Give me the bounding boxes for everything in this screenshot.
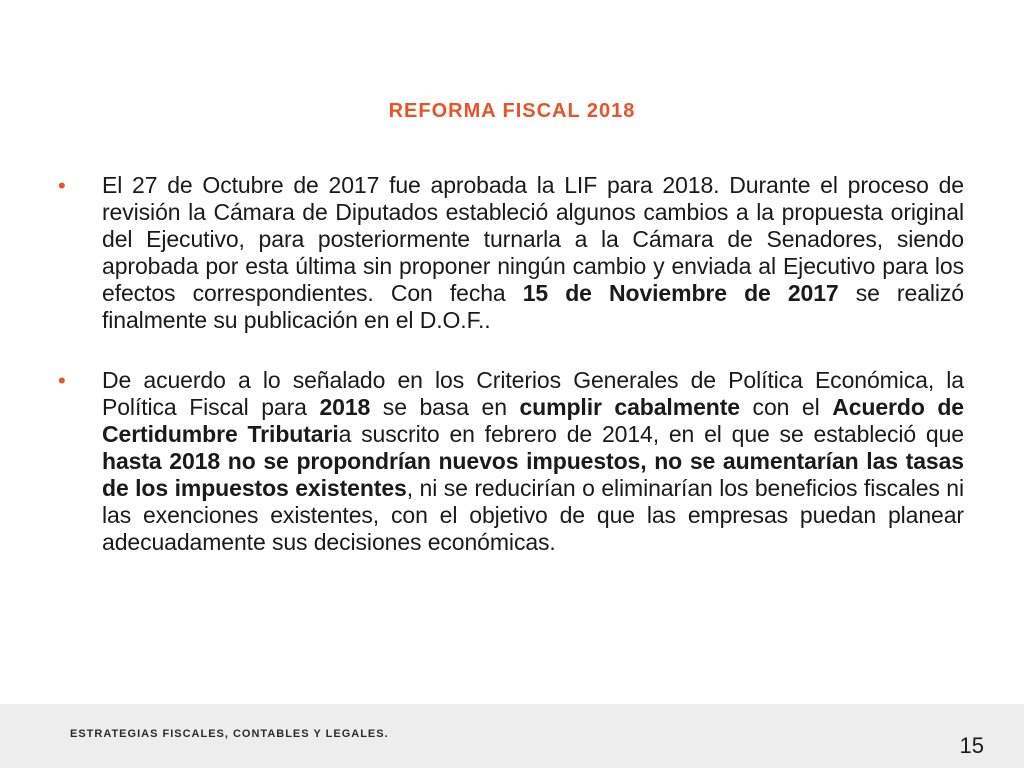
bullet-item [58, 172, 964, 334]
text-segment: con el [739, 394, 833, 420]
bullet-marker: • [58, 368, 66, 393]
bold-text: Acuerdo de Certidumbre Tributari [102, 394, 964, 447]
text-segment: a suscrito en febrero de 2014, en el que se estableció que [338, 421, 964, 447]
bold-text: 2018 [319, 394, 371, 420]
bold-text: hasta 2018 no se propondrían nuevos impuestos, no se aumentarían las tasas de los impuestos existentes [102, 448, 964, 501]
bullet-marker: • [58, 173, 66, 198]
slide-body [58, 172, 964, 589]
text-segment: se basa en [370, 394, 520, 420]
bold-text: cumplir cabalmente [519, 394, 740, 420]
footer-tagline: ESTRATEGIAS FISCALES, CONTABLES Y LEGALES. [70, 728, 389, 740]
footer-bar [0, 704, 1024, 768]
slide-title: REFORMA FISCAL 2018 [388, 100, 636, 122]
text-segment: se realizó finalmente su publicación en el D.O.F.. [102, 280, 964, 333]
text-segment: El 27 de Octubre de 2017 fue aprobada la LIF para 2018. Durante el proceso de revisión la Cámara de Diputados estableció algunos cambios a la propuesta original del Ejecutivo, para posteriormente turnarla a la Cámara de Senadores, siendo aprobada por esta última sin proponer ningún cambio y enviada al Ejecutivo para los efectos correspondientes. Con fecha [102, 172, 964, 306]
bullet-item [58, 367, 964, 556]
text-segment: , ni se reducirían o eliminarían los beneficios fiscales ni las exenciones existentes, con el objetivo de que las empresas puedan planear adecuadamente sus decisiones económicas. [102, 475, 965, 555]
page-number: 15 [959, 733, 984, 758]
bullet-paragraph [102, 172, 964, 334]
bold-text: 15 de Noviembre de 2017 [522, 280, 839, 306]
bullet-paragraph [102, 367, 964, 556]
text-segment: De acuerdo a lo señalado en los Criterios Generales de Política Económica, la Política Fiscal para [102, 367, 964, 420]
